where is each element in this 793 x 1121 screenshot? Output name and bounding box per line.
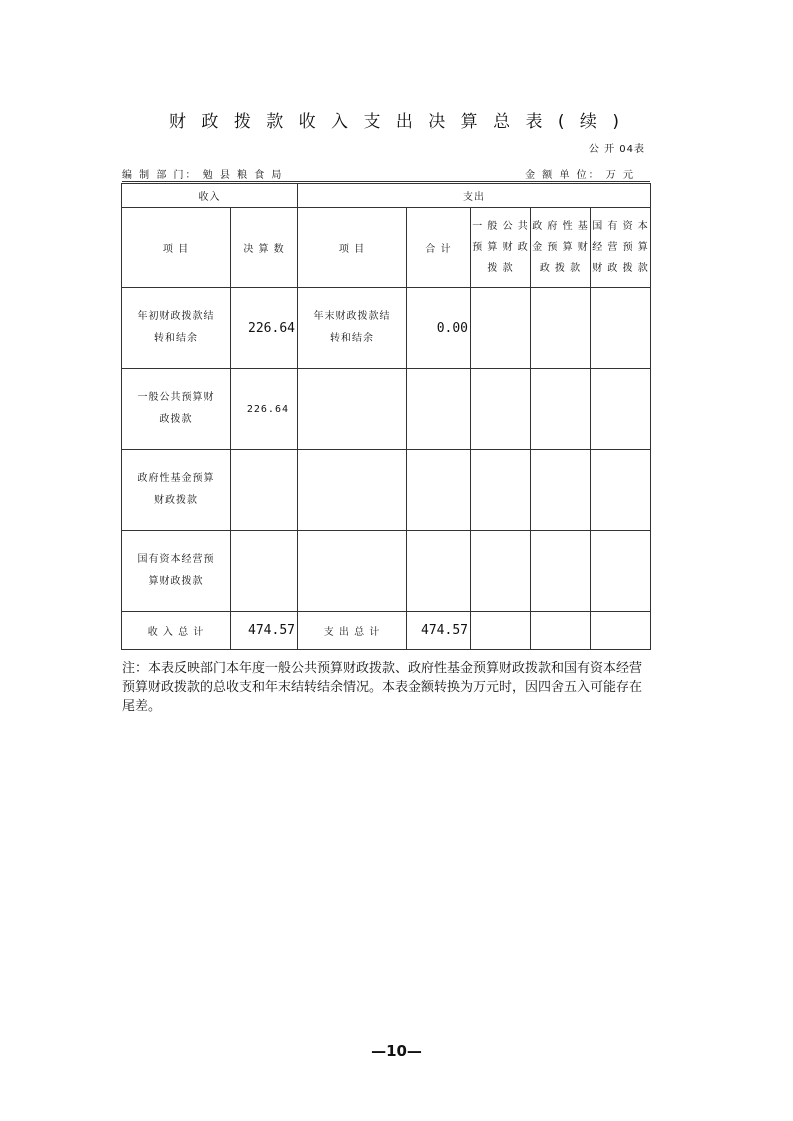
general-budget-total-cell (471, 612, 531, 650)
form-number: 公 开 04表 (588, 144, 645, 155)
expense-total-cell (407, 369, 471, 450)
gov-fund-cell (531, 450, 591, 531)
general-budget-header: 一 般 公 共 预 算 财 政 拨 款 (471, 208, 531, 288)
state-capital-total-cell (591, 612, 651, 650)
income-value-cell (231, 531, 298, 612)
table-row (122, 288, 651, 369)
income-value-cell: 226.64 (231, 288, 298, 369)
table-row (122, 450, 651, 531)
table-note: 注：本表反映部门本年度一般公共预算财政拨款、政府性基金预算财政拨款和国有资本经营预算财政拨款的总收支和年末结转结余情况。本表金额转换为万元时，因四舍五入可能存在尾差。 (122, 661, 643, 714)
state-capital-cell (591, 288, 651, 369)
income-item-header: 项 目 (122, 208, 231, 288)
income-item-cell: 年初财政拨款结 转和结余 (122, 288, 231, 369)
expense-item-cell (298, 531, 407, 612)
page-number: —10— (371, 1042, 422, 1060)
organization-label: 编 制 部 门： 勉 县 粮 食 局 (122, 170, 284, 181)
income-total-value: 474.57 (231, 612, 298, 650)
income-value-cell (231, 450, 298, 531)
expense-group-header: 支出 (298, 184, 651, 208)
gov-fund-total-cell (531, 612, 591, 650)
state-capital-cell (591, 450, 651, 531)
table-row (122, 531, 651, 612)
expense-total-cell (407, 531, 471, 612)
income-item-cell: 一般公共预算财 政拨款 (122, 369, 231, 450)
general-budget-cell (471, 369, 531, 450)
expense-total-cell (407, 450, 471, 531)
page-title: 财 政 拨 款 收 入 支 出 决 算 总 表 ( 续 ) (169, 112, 624, 132)
expense-total-value: 474.57 (407, 612, 471, 650)
header-rule (122, 181, 650, 182)
fiscal-appropriation-table (121, 183, 651, 650)
income-group-header: 收入 (122, 184, 298, 208)
income-total-label: 收 入 总 计 (122, 612, 231, 650)
gov-fund-cell (531, 531, 591, 612)
state-capital-cell (591, 369, 651, 450)
final-amount-header: 决 算 数 (231, 208, 298, 288)
income-value-cell: 226.64 (231, 369, 298, 450)
general-budget-cell (471, 288, 531, 369)
expense-item-cell: 年末财政拨款结 转和结余 (298, 288, 407, 369)
income-item-cell: 国有资本经营预 算财政拨款 (122, 531, 231, 612)
totals-row (122, 612, 651, 650)
gov-fund-cell (531, 288, 591, 369)
gov-fund-cell (531, 369, 591, 450)
expense-item-cell (298, 450, 407, 531)
group-header-row (122, 184, 651, 208)
expense-item-cell (298, 369, 407, 450)
table-row (122, 369, 651, 450)
state-capital-budget-header: 国 有 资 本 经 营 预 算 财 政 拨 款 (591, 208, 651, 288)
expense-item-header: 项 目 (298, 208, 407, 288)
total-header: 合 计 (407, 208, 471, 288)
gov-fund-budget-header: 政 府 性 基 金 预 算 财 政 拨 款 (531, 208, 591, 288)
income-item-cell: 政府性基金预算 财政拨款 (122, 450, 231, 531)
currency-unit-label: 金 额 单 位： 万 元 (525, 170, 635, 181)
state-capital-cell (591, 531, 651, 612)
general-budget-cell (471, 450, 531, 531)
expense-total-cell: 0.00 (407, 288, 471, 369)
general-budget-cell (471, 531, 531, 612)
expense-total-label: 支 出 总 计 (298, 612, 407, 650)
column-header-row (122, 208, 651, 288)
